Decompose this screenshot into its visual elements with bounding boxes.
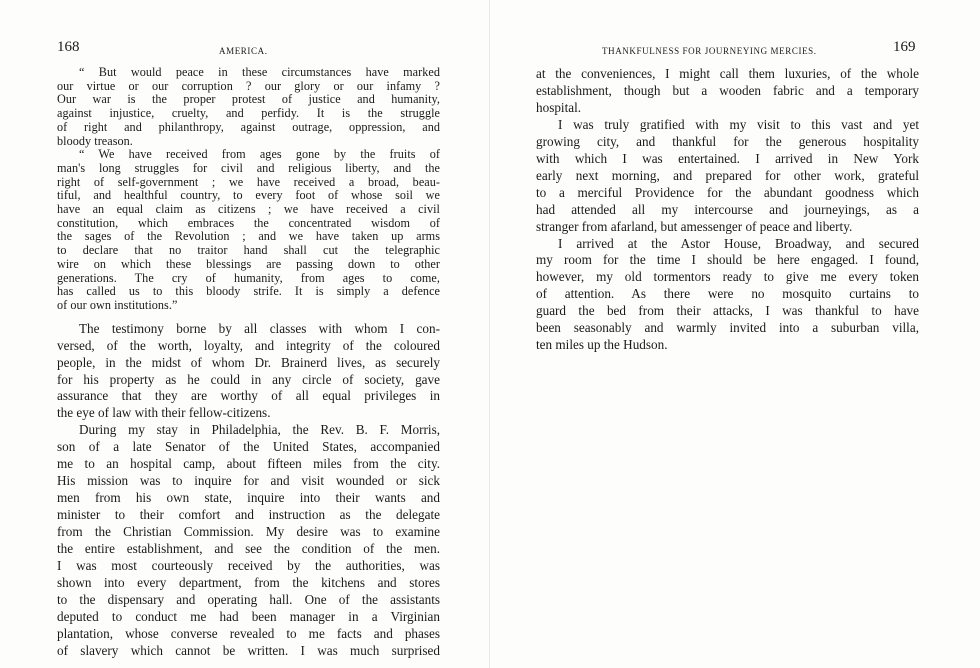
- text-line: for his property as he could in any circle of society, gave: [57, 371, 440, 387]
- text-line: plantation, whose converse revealed to me facts and phases: [57, 625, 440, 641]
- text-line: from the Christian Commission. My desire was to examine: [57, 524, 440, 540]
- right-page: [490, 0, 980, 668]
- text-line: to declare that no traitor hand shall cut the telegraphic: [57, 243, 440, 258]
- text-line: has called us to this bloody strife. It is simply a defence: [57, 284, 440, 299]
- text-line: wire on which these blessings are passing down to other: [57, 256, 440, 271]
- text-line: been seasonably and warmly invited into a suburban villa,: [536, 320, 919, 336]
- text-line: bloody treason.: [57, 133, 133, 148]
- text-line: the eye of law with their fellow-citizens.: [57, 405, 271, 421]
- body-passage: [57, 321, 440, 660]
- text-line: Our war is the proper protest of justice and humanity,: [57, 92, 440, 107]
- text-line: the entire establishment, and see the condition of the men.: [57, 541, 440, 557]
- text-line: growing city, and thankful for the generous hospitality: [536, 133, 919, 149]
- text-line: I arrived at the Astor House, Broadway, and secured: [558, 235, 919, 251]
- text-line: the sages of the Revolution ; and we have taken up arms: [57, 229, 440, 244]
- text-line: of slavery which cannot be written. I was much surprised: [57, 642, 440, 658]
- text-line: I was most courteously received by the authorities, was: [57, 558, 440, 573]
- text-line: me to an hospital camp, about fifteen miles from the city.: [57, 456, 440, 472]
- right-running-head: THANKFULNESS FOR JOURNEYING MERCIES.: [602, 46, 817, 56]
- text-line: The testimony borne by all classes with whom I con-: [79, 320, 440, 336]
- left-page-number: 168: [57, 39, 80, 55]
- right-page-text: [536, 66, 919, 354]
- text-line: “ We have received from ages gone by the fruits of: [79, 147, 440, 162]
- text-line: I was truly gratified with my visit to this vast and yet: [558, 116, 919, 132]
- left-page-text: [57, 66, 440, 660]
- text-line: against injustice, cruelty, and perfidy. It is the struggle: [57, 106, 440, 121]
- text-line: establishment, though but a wooden fabric and a temporary: [536, 82, 919, 98]
- left-running-head: AMERICA.: [219, 46, 268, 56]
- text-line: right of self-government ; we have received a broad, beau-: [57, 174, 440, 189]
- text-line: deputed to conduct me had been manager in a Virginian: [57, 608, 440, 624]
- text-line: son of a late Senator of the United States, accompanied: [57, 439, 440, 455]
- text-line: at the conveniences, I might call them luxuries, of the whole: [536, 66, 919, 81]
- text-line: my room for the time I should be here engaged. I found,: [536, 252, 919, 268]
- text-line: of right and philanthropy, against outrage, oppression, and: [57, 119, 440, 134]
- text-line: man's long struggles for civil and religious liberty, and the: [57, 160, 440, 175]
- text-line: “ But would peace in these circumstances have marked: [79, 65, 440, 79]
- text-line: guard the bed from their attacks, I was thankful to have: [536, 303, 919, 319]
- text-line: have an equal claim as citizens ; we have received a civil: [57, 202, 440, 217]
- text-line: ten miles up the Hudson.: [536, 337, 668, 353]
- text-line: tiful, and healthful country, to every foot of whose soil we: [57, 188, 440, 203]
- right-page-number: 169: [893, 39, 916, 55]
- text-line: to a merciful Providence for the abundant goodness which: [536, 184, 919, 200]
- text-line: assurance that they are worthy of all equal privileges in: [57, 388, 440, 404]
- quoted-passage: [57, 66, 440, 313]
- text-line: to the dispensary and operating hall. One of the assistants: [57, 591, 440, 607]
- text-line: hospital.: [536, 99, 582, 115]
- text-line: however, my old tormentors ready to give me every token: [536, 269, 919, 285]
- text-line: His mission was to inquire for and visit wounded or sick: [57, 473, 440, 489]
- text-line: had attended all my intercourse and journeyings, as a: [536, 201, 919, 217]
- text-line: early next morning, and prepared for other work, grateful: [536, 167, 919, 183]
- text-line: men from his own state, inquire into their wants and: [57, 490, 440, 506]
- text-line: minister to their comfort and instruction as the delegate: [57, 507, 440, 523]
- text-line: of attention. As there were no mosquito curtains to: [536, 286, 919, 302]
- text-line: our virtue or our corruption ? our glory or our infamy ?: [57, 78, 440, 93]
- text-line: shown into every department, from the kitchens and stores: [57, 574, 440, 590]
- text-line: with which I was entertained. I arrived in New York: [536, 150, 919, 166]
- text-line: of our own institutions.”: [57, 297, 178, 312]
- text-line: constitution, which embraces the concentrated wisdom of: [57, 215, 440, 230]
- text-line: stranger from afarland, but amessenger of peace and liberty.: [536, 218, 853, 234]
- text-line: generations. The cry of humanity, from ages to come,: [57, 270, 440, 285]
- text-line: versed, of the worth, loyalty, and integrity of the coloured: [57, 337, 440, 353]
- text-line: people, in the midst of whom Dr. Brainerd lives, as securely: [57, 354, 440, 370]
- text-line: During my stay in Philadelphia, the Rev. B. F. Morris,: [79, 422, 440, 438]
